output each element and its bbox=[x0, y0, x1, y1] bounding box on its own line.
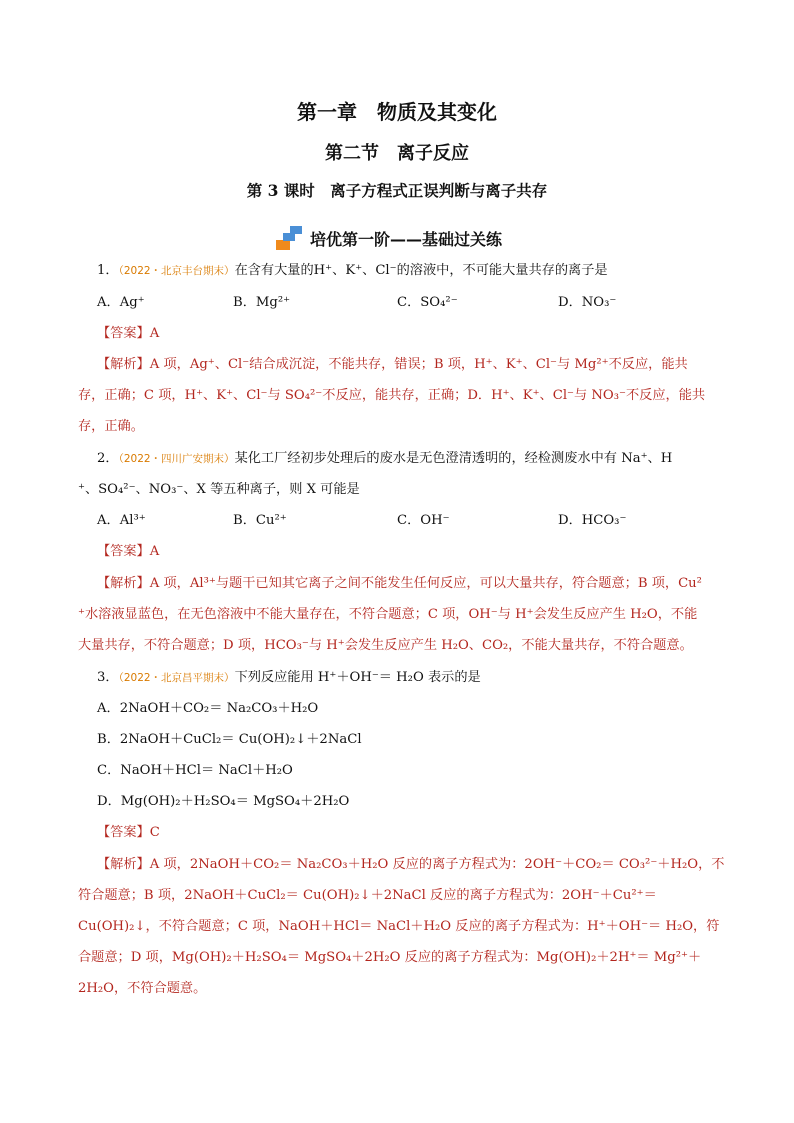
option-a: A．Al³⁺ bbox=[97, 513, 146, 528]
option-c: C．NaOH＋HCl＝ NaCl＋H₂O bbox=[97, 763, 293, 778]
answer: 【答案】C bbox=[97, 825, 160, 840]
question-source: （2022・北京昌平期末） bbox=[118, 672, 235, 684]
question-number: 2． bbox=[97, 451, 119, 466]
analysis-line: 【解析】A 项，Al³⁺与题干已知其它离子之间不能发生任何反应，可以大量共存，符合题意；B 项，Cu² bbox=[97, 576, 702, 591]
analysis-line: 存，正确。 bbox=[78, 419, 144, 434]
section-banner-subtitle: 基础过关练 bbox=[422, 229, 503, 249]
option-d: D．NO₃⁻ bbox=[558, 295, 617, 310]
analysis-line: 大量共存，不符合题意；D 项，HCO₃⁻与 H⁺会发生反应产生 H₂O、CO₂，不能大量共存，不符合题意。 bbox=[78, 638, 693, 653]
lesson-title: 第 3 课时 离子方程式正误判断与离子共存 bbox=[246, 181, 548, 200]
analysis-line: 存，正确；C 项，H⁺、K⁺、Cl⁻与 SO₄²⁻不反应，能共存，正确；D．H⁺、K⁺、Cl⁻与 NO₃⁻不反应，能共 bbox=[78, 388, 706, 403]
option-d: D．Mg(OH)₂＋H₂SO₄＝ MgSO₄＋2H₂O bbox=[97, 794, 350, 809]
analysis-line: Cu(OH)₂↓，不符合题意；C 项，NaOH＋HCl＝ NaCl＋H₂O 反应的离子方程式为：H⁺＋OH⁻＝ H₂O，符 bbox=[78, 919, 720, 934]
question-source: （2022・四川广安期末） bbox=[118, 453, 235, 465]
answer: 【答案】A bbox=[97, 326, 160, 341]
option-c: C．OH⁻ bbox=[397, 513, 450, 528]
option-c: C．SO₄²⁻ bbox=[397, 295, 458, 310]
option-d: D．HCO₃⁻ bbox=[558, 513, 627, 528]
question-source: （2022・北京丰台期末） bbox=[118, 265, 235, 277]
section-title: 第二节 离子反应 bbox=[325, 143, 469, 164]
answer: 【答案】A bbox=[97, 544, 160, 559]
analysis-line: ⁺水溶液显蓝色，在无色溶液中不能大量存在，不符合题意；C 项，OH⁻与 H⁺会发生反应产生 H₂O，不能 bbox=[78, 607, 698, 622]
question-text: 下列反应能用 H⁺＋OH⁻＝ H₂O 表示的是 bbox=[234, 670, 481, 685]
section-banner-title: 培优第一阶—— bbox=[310, 229, 423, 249]
option-b: B．2NaOH＋CuCl₂＝ Cu(OH)₂↓＋2NaCl bbox=[97, 732, 362, 747]
analysis-line: 【解析】A 项，2NaOH＋CO₂＝ Na₂CO₃＋H₂O 反应的离子方程式为：2OH⁻＋CO₂＝ CO₃²⁻＋H₂O，不 bbox=[97, 857, 725, 872]
question-1-stem bbox=[97, 262, 608, 280]
stair-blocks-icon bbox=[276, 226, 304, 250]
chapter-title: 第一章 物质及其变化 bbox=[297, 100, 497, 124]
question-text-cont: ⁺、SO₄²⁻、NO₃⁻、X 等五种离子，则 X 可能是 bbox=[78, 482, 360, 497]
question-2-stem bbox=[97, 450, 672, 468]
analysis-line: 【解析】A 项，Ag⁺、Cl⁻结合成沉淀，不能共存，错误；B 项，H⁺、K⁺、Cl⁻与 Mg²⁺不反应，能共 bbox=[97, 357, 688, 372]
section-banner bbox=[276, 226, 502, 250]
question-text: 某化工厂经初步处理后的废水是无色澄清透明的，经检测废水中有 Na⁺、H bbox=[234, 451, 673, 466]
question-number: 3． bbox=[97, 670, 119, 685]
question-number: 1． bbox=[97, 263, 119, 278]
question-3-stem bbox=[97, 669, 481, 687]
option-b: B．Mg²⁺ bbox=[233, 295, 291, 310]
option-a: A．2NaOH＋CO₂＝ Na₂CO₃＋H₂O bbox=[97, 701, 319, 716]
analysis-line: 合题意；D 项，Mg(OH)₂＋H₂SO₄＝ MgSO₄＋2H₂O 反应的离子方程式为：Mg(OH)₂＋2H⁺＝ Mg²⁺＋ bbox=[78, 950, 702, 965]
analysis-line: 符合题意；B 项，2NaOH＋CuCl₂＝ Cu(OH)₂↓＋2NaCl 反应的离子方程式为：2OH⁻＋Cu²⁺＝ bbox=[78, 888, 657, 903]
question-text: 在含有大量的H⁺、K⁺、Cl⁻的溶液中，不可能大量共存的离子是 bbox=[234, 263, 608, 278]
option-b: B．Cu²⁺ bbox=[233, 513, 287, 528]
option-a: A．Ag⁺ bbox=[97, 295, 145, 310]
analysis-line: 2H₂O，不符合题意。 bbox=[78, 981, 207, 996]
